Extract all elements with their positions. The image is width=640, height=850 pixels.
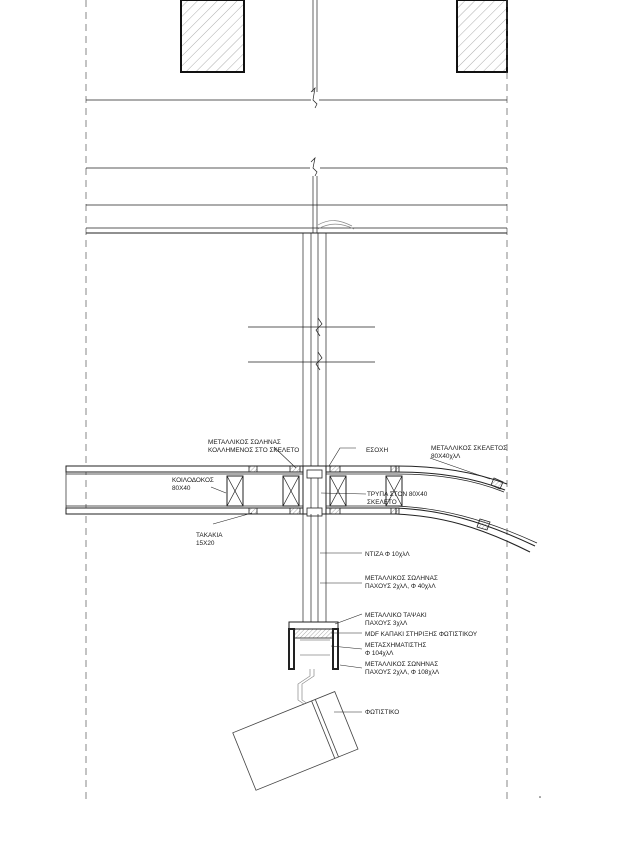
fixture-mount bbox=[289, 622, 338, 669]
label-hollow-beam: ΚΟΙΛΟΔΟΚΟΣ bbox=[172, 477, 214, 484]
label-metal-tray-2: ΠΑΧΟΥΣ 3χλΛ bbox=[365, 620, 408, 627]
label-hole-2: ΣΚΕΛΕΤΟ bbox=[367, 499, 397, 506]
label-metal-frame-2: 80Χ40χλΛ bbox=[431, 453, 461, 460]
label-metal-tube: ΜΕΤΑΛΛΙΚΟΣ ΣΩΛΗΝΑΣ bbox=[365, 575, 438, 582]
label-recess: ΕΣΟΧΗ bbox=[366, 447, 389, 454]
label-metal-tube-welded: ΜΕΤΑΛΛΙΚΟΣ ΣΩΛΗΝΑΣ bbox=[208, 439, 281, 446]
left-column bbox=[181, 0, 244, 72]
label-rod: ΝΤΙΖΑ Φ 10χλΛ bbox=[365, 551, 410, 558]
label-hollow-beam-2: 80Χ40 bbox=[172, 485, 191, 492]
label-metal-tray: ΜΕΤΑΛΛΙΚΟ ΤΑΨΑΚΙ bbox=[365, 612, 427, 619]
label-metal-cone-2: ΠΑΧΟΥΣ 2χλΛ, Φ 108χλΛ bbox=[365, 669, 440, 676]
label-batten-2: 15Χ20 bbox=[196, 540, 215, 547]
central-joint bbox=[303, 466, 326, 516]
lower-rod bbox=[303, 514, 326, 622]
label-batten: ΤΑΚΑΚΙΑ bbox=[196, 532, 223, 539]
label-transformer-2: Φ 104χλΛ bbox=[365, 650, 394, 657]
label-hole: ΤΡΥΠΑ ΣΤΟΝ 80Χ40 bbox=[367, 491, 428, 498]
right-column bbox=[457, 0, 507, 72]
label-metal-tube-2: ΠΑΧΟΥΣ 2χλΛ, Φ 40χλΛ bbox=[365, 583, 436, 590]
label-metal-cone: ΜΕΤΑΛΛΙΚΟΣ ΣΩΝΗΝΑΣ bbox=[365, 661, 439, 668]
label-metal-tube-welded-2: ΚΟΛΛΗΜΕΝΟΣ ΣΤΟ ΣΚΕΛΕΤΟ bbox=[208, 447, 300, 454]
central-hanger-rod bbox=[311, 0, 354, 233]
right-frame-curved bbox=[326, 466, 537, 552]
upper-vertical-tube bbox=[248, 233, 375, 466]
leader-lines bbox=[211, 447, 490, 712]
label-mdf-cover: MDF ΚΑΠΑΚΙ ΣΤΗΡΙΞΗΣ ΦΩΤΙΣΤΙΚΟΥ bbox=[365, 631, 478, 638]
stray-dot bbox=[539, 796, 541, 798]
ceiling-lines bbox=[86, 100, 507, 233]
label-luminaire: ΦΩΤΙΣΤΙΚΟ bbox=[365, 709, 400, 716]
luminaire-fixture bbox=[233, 692, 358, 791]
label-metal-frame: ΜΕΤΑΛΛΙΚΟΣ ΣΚΕΛΕΤΟΣ bbox=[431, 445, 508, 452]
label-transformer: ΜΕΤΑΣΧΗΜΑΤΙΣΤΗΣ bbox=[365, 642, 427, 649]
